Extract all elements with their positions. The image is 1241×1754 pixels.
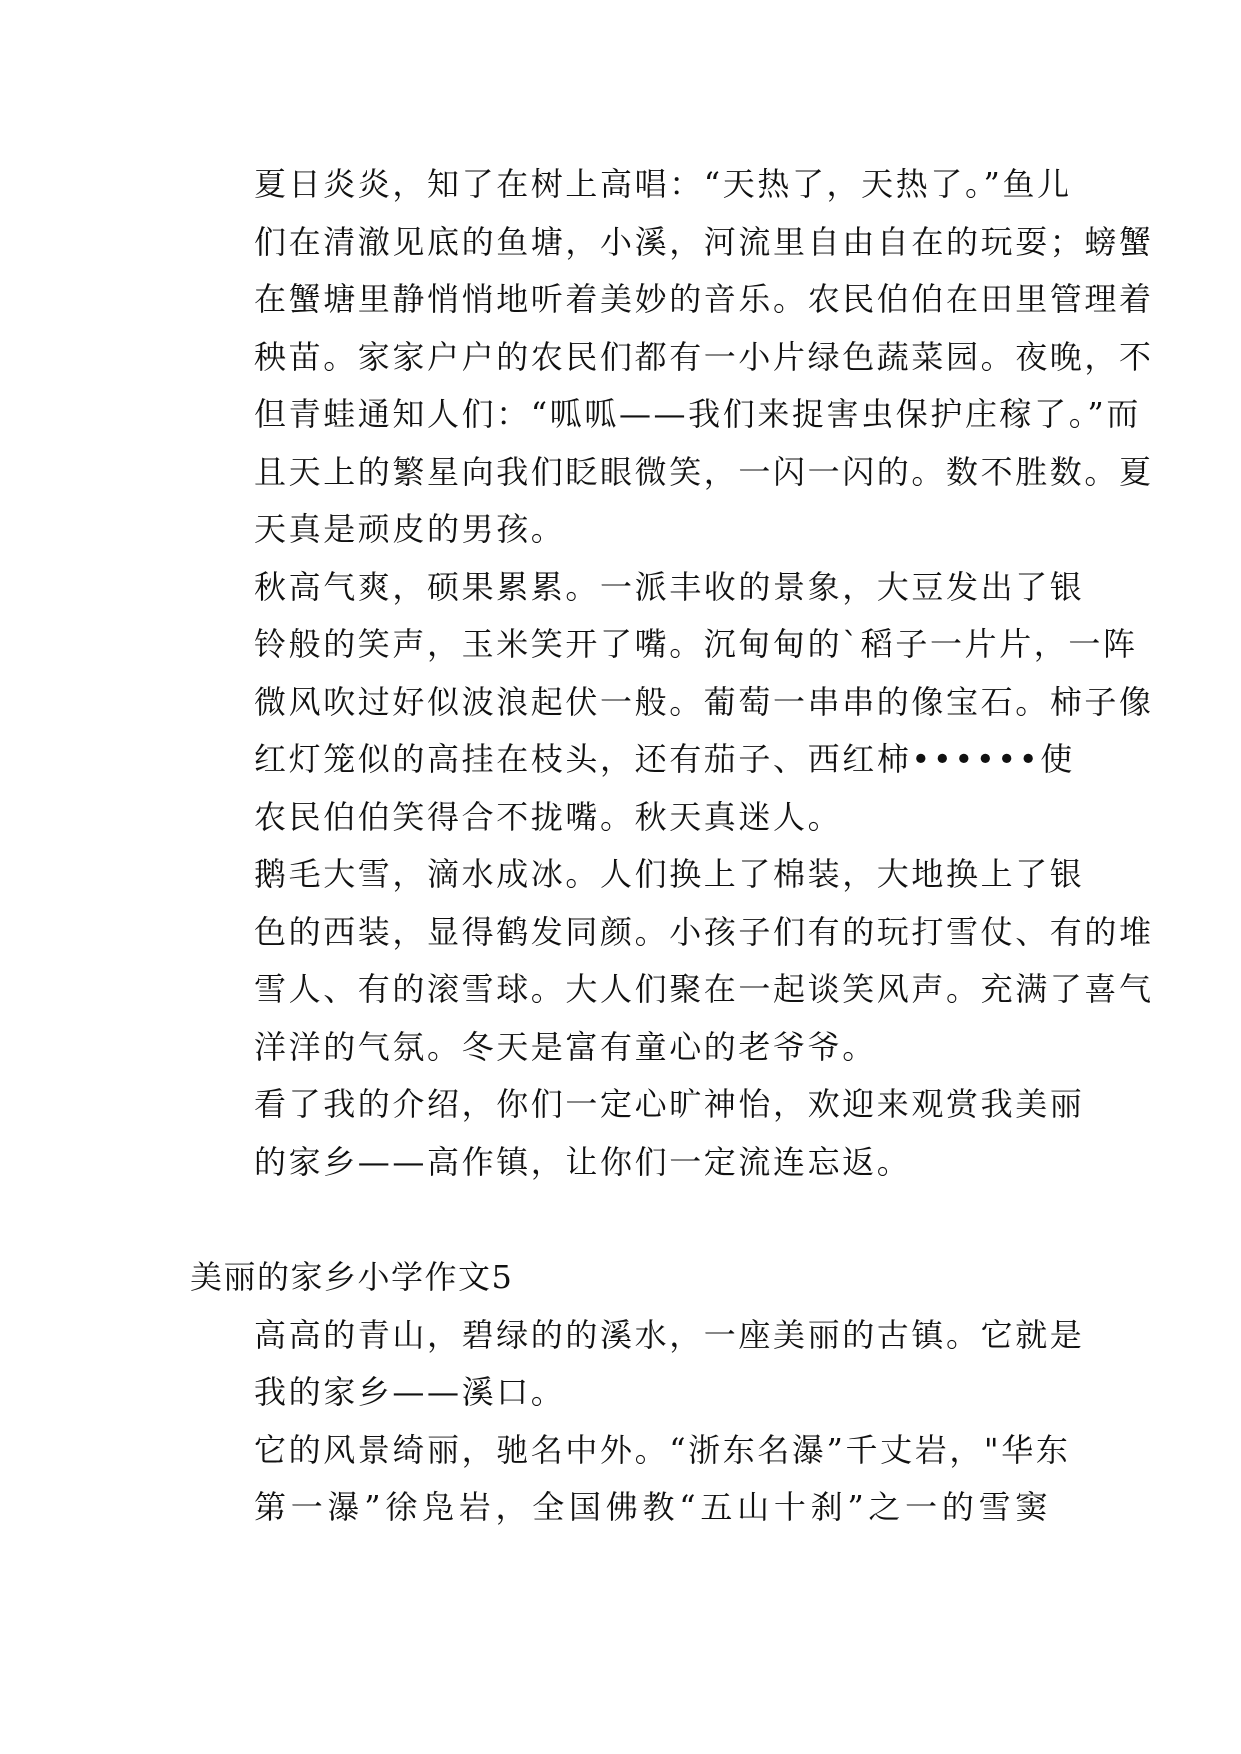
text-line: 铃般的笑声，玉米笑开了嘴。沉甸甸的`稻子一片片，一阵 <box>254 625 1138 663</box>
paragraph-winter <box>190 846 1154 1076</box>
text-line: 在蟹塘里静悄悄地听着美妙的音乐。农民伯伯在田里管理着 <box>254 280 1154 318</box>
text-line: 秋高气爽，硕果累累。一派丰收的景象，大豆发出了银 <box>254 567 1085 606</box>
text-line: 高高的青山，碧绿的的溪水，一座美丽的古镇。它就是 <box>254 1315 1085 1354</box>
text-line: 雪人、有的滚雪球。大人们聚在一起谈笑风声。充满了喜气 <box>254 970 1154 1008</box>
text-line: 但青蛙通知人们：“呱呱——我们来捉害虫保护庄稼了。”而 <box>254 395 1141 433</box>
section-gap <box>190 1191 1050 1249</box>
text-line: 微风吹过好似波浪起伏一般。葡萄一串串的像宝石。柿子像 <box>254 682 1154 721</box>
text-line: 色的西装，显得鹤发同颜。小孩子们有的玩打雪仗、有的堆 <box>254 912 1154 951</box>
text-line: 第一瀑”徐凫岩，全国佛教“五山十刹”之一的雪窦 <box>254 1488 1050 1526</box>
text-line: 的家乡——高作镇，让你们一定流连忘返。 <box>254 1142 912 1181</box>
text-line: 秧苗。家家户户的农民们都有一小片绿色蔬菜园。夜晚，不 <box>254 337 1154 376</box>
text-line: 天真是顽皮的男孩。 <box>254 510 566 548</box>
section-title: 美丽的家乡小学作文5 <box>190 1258 514 1296</box>
text-line: 看了我的介绍，你们一定心旷神怡，欢迎来观赏我美丽 <box>254 1085 1085 1123</box>
text-line: 红灯笼似的高挂在枝头，还有茄子、西红柿••••••使 <box>254 740 1075 778</box>
text-line: 们在清澈见底的鱼塘，小溪，河流里自由自在的玩耍；螃蟹 <box>254 222 1154 261</box>
text-line: 夏日炎炎，知了在树上高唱：“天热了，天热了。”鱼儿 <box>254 165 1072 203</box>
text-line: 它的风景绮丽，驰名中外。“浙东名瀑”千丈岩，"华东 <box>254 1430 1071 1469</box>
paragraph-scenery <box>190 1422 1071 1537</box>
paragraph-summer <box>190 156 1154 559</box>
paragraph-closing <box>190 1076 1085 1191</box>
document-body <box>190 156 1154 1537</box>
paragraph-autumn <box>190 559 1154 847</box>
text-line: 洋洋的气氛。冬天是富有童心的老爷爷。 <box>254 1027 877 1066</box>
text-line: 鹅毛大雪，滴水成冰。人们换上了棉装，大地换上了银 <box>254 855 1085 893</box>
text-line: 农民伯伯笑得合不拢嘴。秋天真迷人。 <box>254 797 843 836</box>
text-line: 我的家乡——溪口。 <box>254 1373 566 1411</box>
paragraph-intro <box>190 1307 1085 1422</box>
text-line: 且天上的繁星向我们眨眼微笑，一闪一闪的。数不胜数。夏 <box>254 452 1154 491</box>
